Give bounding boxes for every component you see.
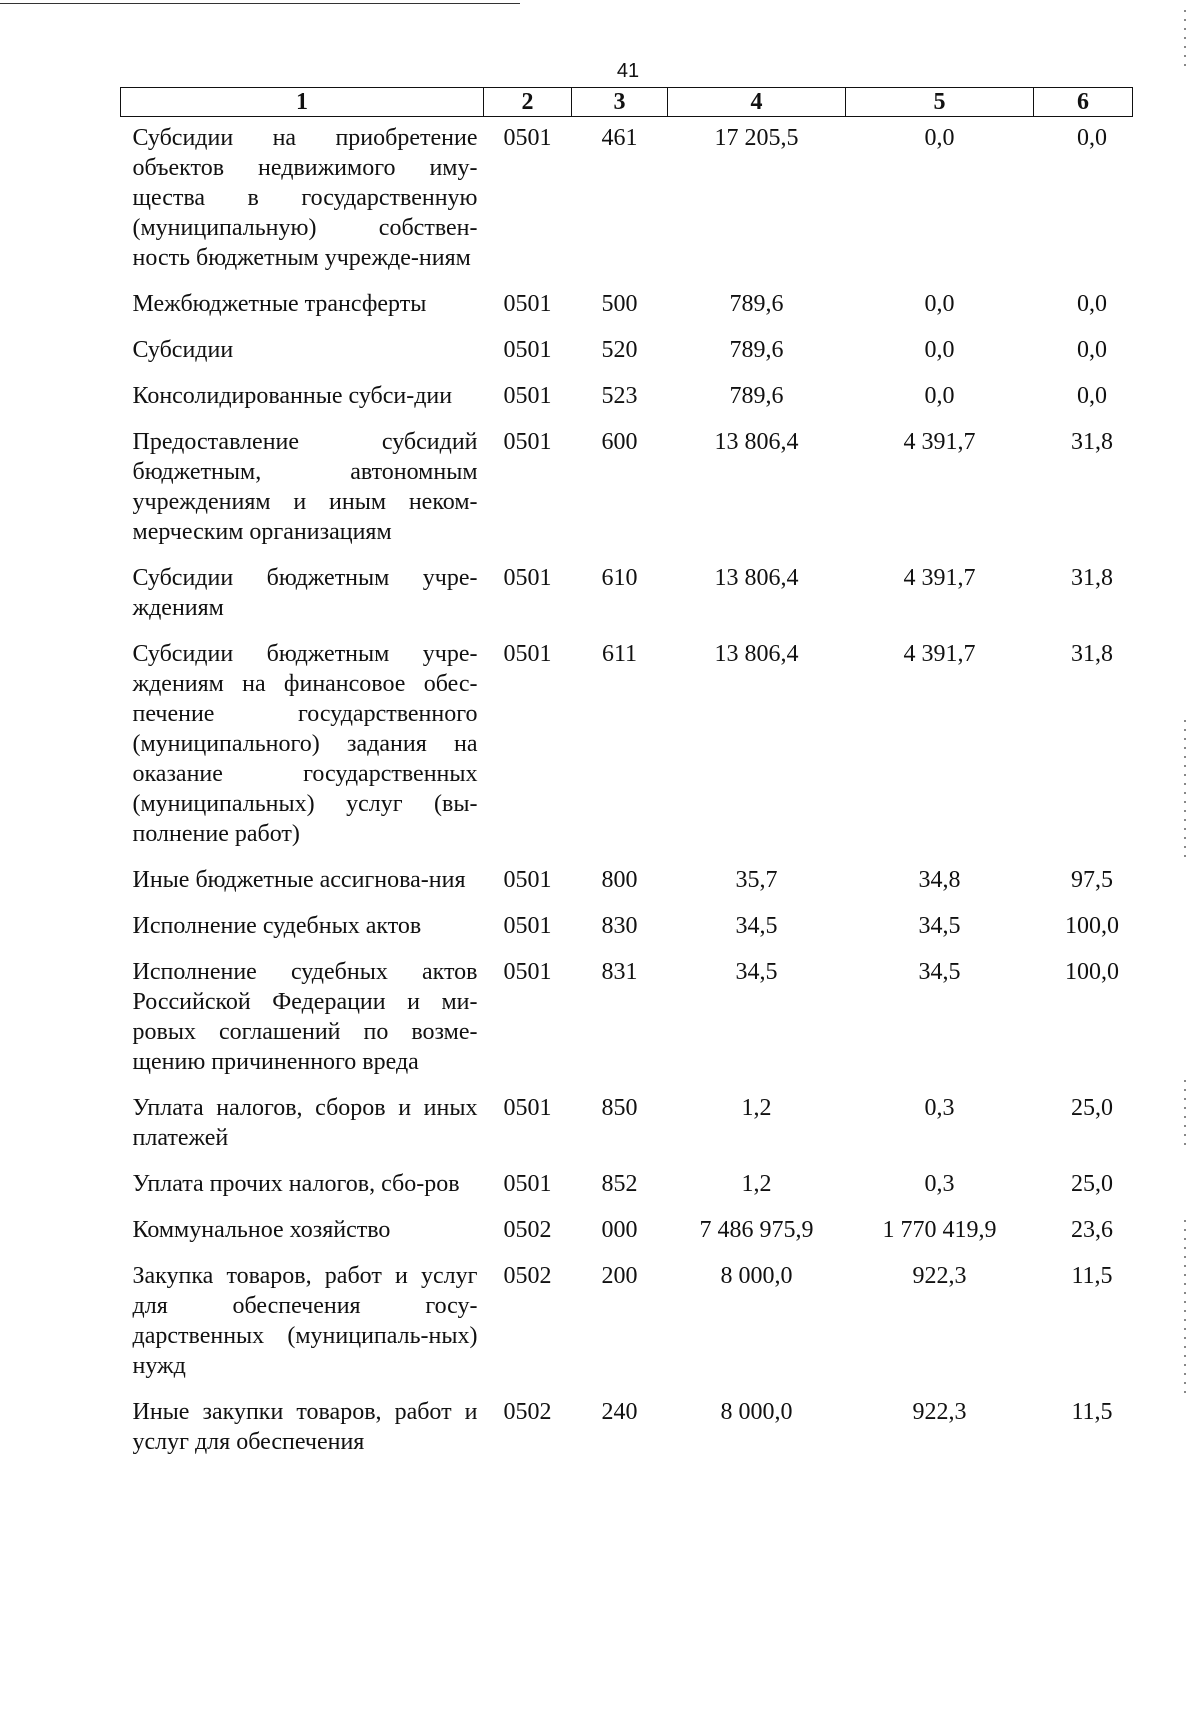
row-section-code: 0501: [503, 867, 552, 893]
row-actual-value: 922,3: [912, 1399, 967, 1425]
row-expense-type: 500: [601, 291, 638, 317]
row-plan-value: 13 806,4: [714, 429, 799, 455]
row-expense-type: 240: [601, 1399, 638, 1425]
row-actual-value: 922,3: [912, 1263, 967, 1289]
row-actual-value: 0,0: [924, 291, 955, 317]
row-expense-type: 610: [601, 565, 638, 591]
row-actual-value: 0,3: [924, 1095, 955, 1121]
table-row: [121, 865, 1133, 911]
row-name: Исполнение судебных актов: [132, 913, 422, 939]
table-row: [121, 427, 1133, 563]
row-section-code: 0501: [503, 1171, 552, 1197]
row-section-code: 0501: [503, 337, 552, 363]
table-row: [121, 1093, 1133, 1169]
row-name: Уплата прочих налогов, сбо-ров: [132, 1171, 460, 1197]
row-expense-type: 852: [601, 1171, 638, 1197]
row-actual-value: 0,0: [924, 125, 955, 151]
row-name: Иные бюджетные ассигнова-ния: [132, 867, 466, 893]
row-name: Уплата налогов, сборов и иных платежей: [132, 1095, 478, 1151]
table-row: [121, 289, 1133, 335]
row-plan-value: 789,6: [729, 383, 784, 409]
row-expense-type: 850: [601, 1095, 638, 1121]
row-plan-value: 1,2: [741, 1095, 772, 1121]
row-actual-value: 34,5: [918, 959, 961, 985]
column-header: 4: [668, 88, 846, 117]
row-percent-value: 11,5: [1071, 1399, 1113, 1425]
row-name: Субсидии бюджетным учре-ждениям на финансовое обес-печение государственного (муниципального) задания на оказание государственных (муниципальных) услуг (вы-полнение работ): [132, 641, 478, 847]
budget-table: [120, 87, 1132, 1473]
row-section-code: 0501: [503, 913, 552, 939]
table-row: [121, 911, 1133, 957]
table-header-row: [121, 88, 1133, 117]
table-row: [121, 957, 1133, 1093]
row-name: Субсидии на приобретение объектов недвижимого иму-щества в государственную (муниципальную) собствен-ность бюджетным учрежде-ниям: [132, 125, 478, 271]
row-section-code: 0501: [503, 641, 552, 667]
table-row: [121, 117, 1133, 290]
row-plan-value: 789,6: [729, 291, 784, 317]
row-section-code: 0502: [503, 1399, 552, 1425]
row-actual-value: 0,3: [924, 1171, 955, 1197]
row-name: Иные закупки товаров, работ и услуг для обеспечения: [132, 1399, 478, 1455]
column-header: 3: [572, 88, 668, 117]
row-expense-type: 831: [601, 959, 638, 985]
table-row: [121, 335, 1133, 381]
row-actual-value: 4 391,7: [903, 641, 976, 667]
row-expense-type: 611: [601, 641, 638, 667]
row-plan-value: 1,2: [741, 1171, 772, 1197]
row-name: Исполнение судебных актов Российской Федерации и ми-ровых соглашений по возме-щению причиненного вреда: [132, 959, 478, 1075]
row-percent-value: 0,0: [1077, 125, 1107, 151]
table-row: [121, 1261, 1133, 1397]
row-plan-value: 13 806,4: [714, 565, 799, 591]
row-section-code: 0502: [503, 1217, 552, 1243]
column-header: 6: [1034, 88, 1133, 117]
row-actual-value: 4 391,7: [903, 429, 976, 455]
table-row: [121, 1397, 1133, 1473]
column-header: 2: [484, 88, 572, 117]
row-percent-value: 23,6: [1071, 1217, 1113, 1243]
row-expense-type: 830: [601, 913, 638, 939]
row-plan-value: 13 806,4: [714, 641, 799, 667]
scan-speckle: [1184, 720, 1186, 860]
scan-speckle: [1184, 10, 1186, 70]
row-actual-value: 34,8: [918, 867, 961, 893]
row-percent-value: 31,8: [1071, 641, 1113, 667]
row-section-code: 0501: [503, 125, 552, 151]
row-actual-value: 34,5: [918, 913, 961, 939]
row-name: Субсидии бюджетным учре-ждениям: [132, 565, 478, 621]
row-percent-value: 100,0: [1065, 913, 1119, 939]
column-header: 5: [846, 88, 1034, 117]
row-plan-value: 35,7: [735, 867, 778, 893]
row-expense-type: 523: [601, 383, 638, 409]
row-plan-value: 789,6: [729, 337, 784, 363]
row-name: Коммунальное хозяйство: [132, 1217, 391, 1243]
row-percent-value: 31,8: [1071, 565, 1113, 591]
row-name: Субсидии: [132, 337, 234, 363]
row-plan-value: 8 000,0: [720, 1263, 793, 1289]
row-actual-value: 0,0: [924, 383, 955, 409]
row-plan-value: 34,5: [735, 913, 778, 939]
row-section-code: 0501: [503, 1095, 552, 1121]
row-name: Закупка товаров, работ и услуг для обеспечения госу-дарственных (муниципаль-ных) нужд: [132, 1263, 478, 1379]
page-number: 41: [616, 60, 640, 82]
row-percent-value: 100,0: [1065, 959, 1119, 985]
row-expense-type: 800: [601, 867, 638, 893]
row-plan-value: 34,5: [735, 959, 778, 985]
row-actual-value: 4 391,7: [903, 565, 976, 591]
scan-speckle: [1184, 1080, 1186, 1150]
row-percent-value: 11,5: [1071, 1263, 1113, 1289]
row-section-code: 0501: [503, 959, 552, 985]
row-plan-value: 17 205,5: [714, 125, 799, 151]
row-expense-type: 000: [601, 1217, 638, 1243]
table-row: [121, 381, 1133, 427]
table-row: [121, 1169, 1133, 1215]
table-row: [121, 1215, 1133, 1261]
table-row: [121, 563, 1133, 639]
row-percent-value: 25,0: [1071, 1095, 1113, 1121]
row-name: Предоставление субсидий бюджетным, автономным учреждениям и иным неком-мерческим организациям: [132, 429, 478, 545]
row-name: Межбюджетные трансферты: [132, 291, 427, 317]
row-expense-type: 461: [601, 125, 638, 151]
scan-edge-line: [0, 3, 520, 4]
row-percent-value: 0,0: [1077, 291, 1107, 317]
row-name: Консолидированные субси-дии: [132, 383, 453, 409]
row-section-code: 0501: [503, 429, 552, 455]
row-section-code: 0501: [503, 291, 552, 317]
table-row: [121, 639, 1133, 865]
row-section-code: 0501: [503, 565, 552, 591]
row-expense-type: 520: [601, 337, 638, 363]
row-percent-value: 0,0: [1077, 337, 1107, 363]
row-actual-value: 0,0: [924, 337, 955, 363]
scan-speckle: [1184, 1220, 1186, 1400]
row-plan-value: 8 000,0: [720, 1399, 793, 1425]
column-header: 1: [121, 88, 484, 117]
row-actual-value: 1 770 419,9: [882, 1217, 997, 1243]
row-percent-value: 97,5: [1071, 867, 1113, 893]
row-plan-value: 7 486 975,9: [699, 1217, 814, 1243]
row-section-code: 0502: [503, 1263, 552, 1289]
row-percent-value: 31,8: [1071, 429, 1113, 455]
row-expense-type: 600: [601, 429, 638, 455]
row-section-code: 0501: [503, 383, 552, 409]
row-expense-type: 200: [601, 1263, 638, 1289]
row-percent-value: 25,0: [1071, 1171, 1113, 1197]
row-percent-value: 0,0: [1077, 383, 1107, 409]
